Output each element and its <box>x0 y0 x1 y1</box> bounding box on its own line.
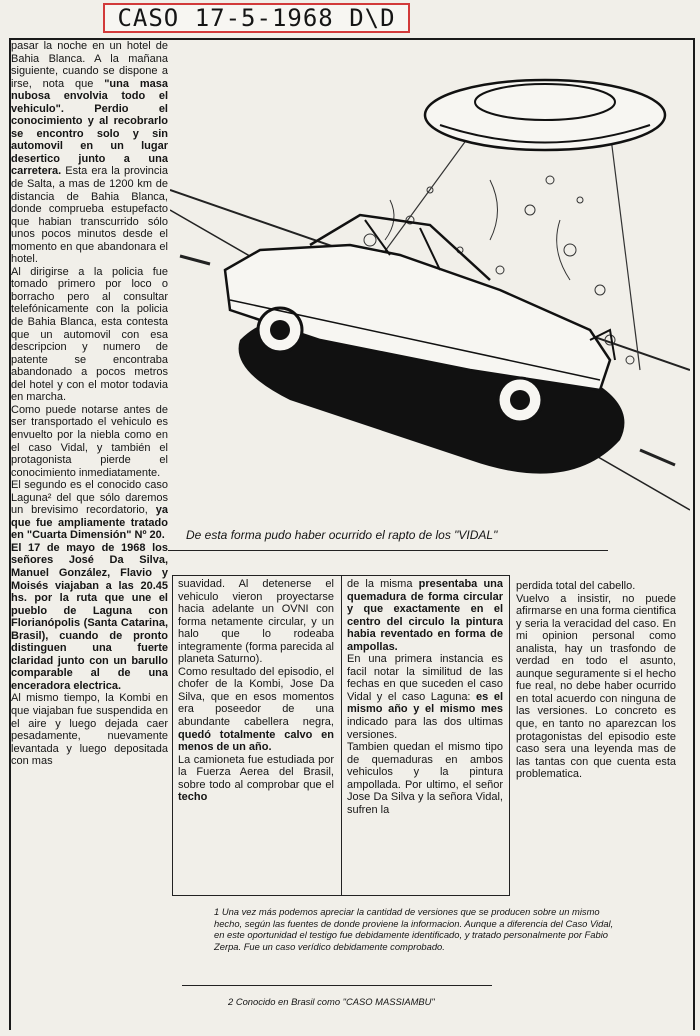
paragraph <box>347 741 503 816</box>
column-rule-3 <box>509 575 510 895</box>
footnotes <box>214 906 624 956</box>
illustration-caption: De esta forma pudo haber ocurrido el rapto de los "VIDAL" <box>186 528 498 542</box>
paragraph <box>178 578 334 666</box>
text-run: El segundo es el conocido caso Laguna² del que sólo daremos un brevisimo recordatorio, <box>11 479 168 517</box>
paragraph <box>11 542 168 693</box>
text-run: Como puede notarse antes de ser transportado el vehiculo es envuelto por la niebla como en el caso Vidal, y también el protagonista pierde el conocimiento inmediatamente. <box>11 403 168 479</box>
paragraph <box>11 692 168 767</box>
paragraph <box>11 40 168 266</box>
text-run: Tambien quedan el mismo tipo de quemaduras en ambos vehiculos y la pintura ampollada. Por ultimo, el señor Jose Da Silva y la señora Vidal, sufren la <box>347 741 503 816</box>
columns-bottom-rule <box>172 895 510 896</box>
column-3 <box>347 578 503 888</box>
column-2 <box>178 578 334 888</box>
text-run: perdida total del cabello. <box>516 580 636 592</box>
paragraph <box>11 404 168 479</box>
text-run: La camioneta fue estudiada por la Fuerza Aerea del Brasil, sobre todo al comprobar que el <box>178 753 334 791</box>
text-run: pasar la noche en un hotel de Bahia Blanca. A la mañana siguiente, cuando se dispone a irse, nota que <box>11 40 168 90</box>
paragraph <box>178 754 334 804</box>
text-run: Al mismo tiempo, la Kombi en que viajaban fue suspendida en el aire y luego dejada caer pesadamente, nuevamente levantada y luego depositada con mas <box>11 692 168 768</box>
paragraph <box>516 593 676 781</box>
caption-rule <box>168 550 608 551</box>
paragraph <box>516 580 676 593</box>
column-1 <box>11 40 168 1018</box>
footnote-2: 2 Conocido en Brasil como "CASO MASSIAMBU" <box>228 996 435 1007</box>
text-run: Como resultado del episodio, el chofer de la Kombi, Jose Da Silva, que en esos momentos era poseedor de una abundante cabellera negra, <box>178 665 334 729</box>
handwritten-case-label: CASO 17-5-1968 D\D <box>103 3 410 33</box>
paragraph <box>11 479 168 542</box>
footnote-rule <box>182 985 492 986</box>
column-rule-1 <box>172 575 173 895</box>
text-run: de la misma <box>347 578 419 590</box>
paragraph <box>11 266 168 404</box>
text-run: Esta era la provincia de Salta, a mas de 1200 km de distancia de Bahia Blanca, donde comprueba estupefacto que habian transcurrido sólo unos pocos minutos desde el momento en que abandonara el hotel. <box>11 165 168 266</box>
column-rule-2 <box>341 575 342 895</box>
bold-text-run: los señores José Da Silva, Manuel González, Flavio y Moisés viajaban a las 20.45 hs. por la ruta que une el pueblo de Laguna con Florianópolis (Santa Catarina, Brasil), cuando de pronto distinguen una fuerte claridad junto con un barullo comparable al de una enceradora electrica. <box>11 541 168 692</box>
bold-text-run: es el mismo año y el mismo mes <box>347 690 503 716</box>
bold-text-run: ya que fue ampliamente tratado en "Cuarta Dimensión" Nº 20. <box>11 504 168 542</box>
footnote-1: 1 Una vez más podemos apreciar la cantidad de versiones que se producen sobre un mismo hecho, según las fuentes de donde proviene la informacion. Aunque a diferencia del Caso Vidal, en este oportunidad el testigo fue debidamente identificado, y tratado personalmente por Fabio Zerpa. Fue un caso verídico debidamente comprobado. <box>214 906 614 952</box>
paragraph <box>347 578 503 653</box>
bold-text-run: techo <box>178 791 208 804</box>
ufo-car-illustration <box>170 40 690 550</box>
paragraph <box>178 666 334 754</box>
bold-text-run: presentaba una quemadura de forma circular y que exactamente en el centro del circulo la pintura habia reventado en forma de ampollas. <box>347 578 503 653</box>
columns-top-rule <box>172 575 510 576</box>
text-run: suavidad. Al detenerse el vehiculo vieron proyectarse hacia adelante un OVNI con forma netamente circular, y un halo que lo rodeaba integramente (forma parecida al planeta Saturno). <box>178 578 334 666</box>
text-run: indicado para las dos ultimas versiones. <box>347 716 503 741</box>
text-run: En una primera instancia es facil notar la similitud de las fechas en que suceden el caso Vidal y el caso Laguna: <box>347 653 503 703</box>
column-4 <box>516 580 676 890</box>
text-run: Vuelvo a insistir, no puede afirmarse en una forma cientifica y seria la veracidad del caso. En mi opinion personal como analista, hay un trasfondo de verdad en todo el asunto, aunque seguramente si el hecho fue real, no debe haber ocurrido en total acuerdo con ninguna de las versiones. Lo concreto es que, en tanto no aparezcan los protagonistas del episodio este caso sera una leyenda mas de las tantas con que cuenta esta problematica. <box>516 592 676 781</box>
bold-text-run: El 17 de mayo de 1968 <box>11 541 153 554</box>
bold-text-run: "una masa nubosa envolvia todo el vehiculo". Perdio el conocimiento y al recobrarlo se encontro solo y sin automovil en un lugar desertico junto a una carretera. <box>11 77 168 178</box>
bold-text-run: quedó totalmente calvo en menos de un año. <box>178 728 334 754</box>
text-run: Al dirigirse a la policia fue tomado primero por loco o borracho pero al consultar telefónicamente con la policia de Bahia Blanca, esta contesta que un automovil con esa descripcion y numero de patente se encontraba abandonado a pocos metros del hotel y con el motor todavia en marcha. <box>11 265 168 404</box>
paragraph <box>347 653 503 741</box>
